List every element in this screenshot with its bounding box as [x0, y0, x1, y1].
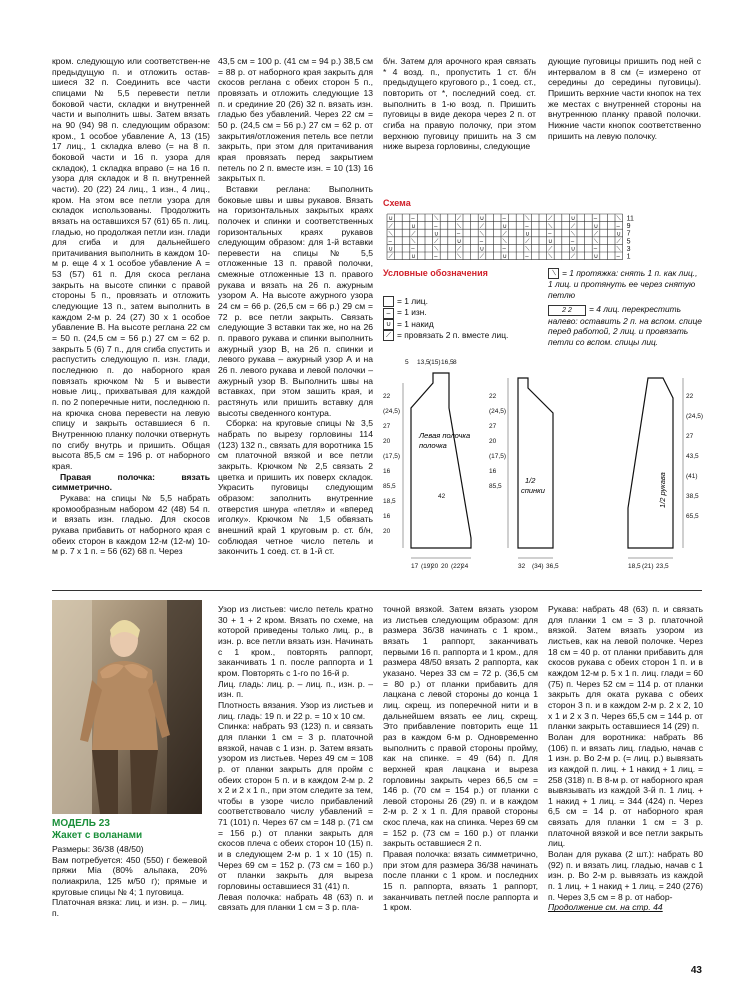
left-front-label-2: полочка — [419, 441, 447, 450]
sleeve-label: 1/2 рукава — [658, 472, 667, 508]
model-title: Жакет с воланами — [52, 830, 143, 841]
dim-label: (15) — [429, 359, 441, 366]
dim-label-right: (24,5) — [686, 413, 703, 420]
chart-symbol: ⟍ — [525, 246, 530, 253]
dim-label-mid-bottom: 32 — [518, 563, 526, 570]
chart-symbol: – — [570, 239, 575, 245]
leaf-pattern: Узор из листьев: число петель кратно 30 + 1 + 2 кром. Вязать по схеме, на которой приведены только лиц. р., в изн. р. все петли вязать изн. Начинать с 1 кром., повторять раппорт, заканчивать 1 п. после раппорта и 1 кром. Повторять с 1-го по 16-й р. — [218, 604, 373, 678]
chart-symbol: ⟋ — [388, 223, 393, 230]
chart-symbol: ⟋ — [570, 223, 576, 230]
chart-symbol: ⟍ — [616, 246, 621, 253]
chart-symbol: – — [434, 254, 438, 261]
left-front-piece — [411, 373, 471, 548]
paragraph-assembly: Сборка: на круговые спицы № 3,5 набрать по вырезу горловины 114 (123) 132 п., связать для воротника 15 см платочной вязкой и все петли закрыть. Крючком № 2,5 связать 2 цветка и пришить их поверх складок. Украсить пуговицы следующим образом: заполнить внутренние отверстия шнура «петля» и «вперед иголку». Крючком № 1,5 обвязать внешний край 1 круговым р. ст. б/н, соблюдая четное число петель и закончить 1 соед. ст. в 1-й ст. — [218, 418, 373, 557]
legend-list — [383, 296, 543, 341]
back-instructions: Спинка: набрать 93 (123) п. и связать для планки 1 см = 3 р. платочной вязкой, начав с 1 изн. р. Затем вязать узором из листьев. Через 49 см = 108 р. от планки закрыть для пройм с обеих сторон 5 п. и в каждом 2-м р. 2 х 2 и 2 х 1 п., при этом следите за тем, чтобы в узоре число прибавлений соответствовало числу убавлений = 71 (101) п. Через 67 см = 148 р. (71 см = 156 р.) от планки закрыть для скосов плеча с обеих сторон 10 (15) п. и в следующем 2-м р. 1 х 10 (15) п. Через 69 см = 152 р. (73 см = 160 р.) от планки закрыть для выреза горловины оставшиеся 31 (41) п. — [218, 721, 373, 892]
chart-symbol: – — [479, 239, 484, 245]
dim-label-left: 16 — [383, 513, 391, 520]
chart-symbol: ⟍ — [411, 239, 416, 245]
chart-symbol: ∪ — [525, 231, 530, 238]
dim-label-left: 27 — [383, 423, 391, 430]
chart-symbol: ⟍ — [616, 216, 621, 223]
chart-symbol: – — [456, 231, 461, 238]
sleeves-instructions: Рукава: набрать 48 (63) п. и связать для планки 1 см = 3 р. платочной вязкой. Затем вязать узором из листьев, как на левой полочке. Через 18 см = 40 р. от планки прибавить для скосов рукава с обеих сторон 1 п. и в каждом 12-м р. 5 х 1 п. лиц. глади = 60 (75) п. Через 52 см = 114 р. от планки закрыть для оката рукава с обеих сторон 3 п. и в каждом 2-м р. 2 х 2, 10 х 1 и 2 х 3 п. Через 65,5 см = 144 р. от планки закрыть оставшиеся 14 (29) п. — [548, 604, 703, 732]
chart-symbol: ⟍ — [548, 254, 553, 261]
legend-item-yarn-over: ∪ = 1 накид — [383, 319, 543, 330]
chart-symbol: – — [411, 246, 415, 253]
dim-label-mid: 27 — [489, 423, 497, 430]
chart-symbol: ⟍ — [502, 239, 507, 245]
chart-symbol: – — [593, 246, 598, 253]
text-column-3 — [383, 56, 536, 152]
dim-label-left: 20 — [383, 438, 391, 445]
legend-item-cable: 2 2 = 4 лиц. перекрестить налево: оставить 2 п. на вспом. спице перед работой, 2 лиц. и провязать петли со вспом. спицы лиц. — [548, 304, 702, 347]
chart-symbol: ⟋ — [616, 239, 621, 245]
legend-item-knit: = 1 лиц. — [383, 296, 543, 307]
chart-symbol: ⟍ — [456, 223, 462, 230]
chart-symbol: ∪ — [616, 231, 621, 238]
chart-symbol: ⟍ — [456, 254, 462, 261]
paragraph: дующие пуговицы пришить под ней с интервалом в 8 см (= измерено от середины до середины пуговицы). Пришить верхние части кнопок на тех же местах с внутренней стороны на внутреннюю планку правой полочки. Нижние части кнопок соответственно пришить на левую полочку. — [548, 56, 701, 141]
dim-label-mid-bottom: 36,5 — [546, 563, 559, 570]
chart-symbol: ⟍ — [570, 231, 576, 238]
page-number: 43 — [690, 965, 702, 976]
sizes: Размеры: 36/38 (48/50) — [52, 844, 144, 854]
chart-symbol: ∪ — [570, 246, 576, 253]
chart-symbol: ∪ — [548, 239, 553, 245]
dim-label-right: 65,5 — [686, 513, 699, 520]
paragraph-sleeves: Рукава: на спицы № 5,5 набрать кромообразным набором 42 (48) 54 п. и вязать изн. гладью. Для скосов рукава прибавить от наборного края с обеих сторон в каждом 12-м (12-м) 10-м р. 7 х 1 п. = 56 (62) 68 п. Через — [52, 492, 210, 557]
stockinette: Лиц. гладь: лиц. р. – лиц. п., изн. р. – изн. п. — [218, 678, 373, 700]
materials: Вам потребуется: 450 (550) г бежевой пряжи Mia (80% альпака, 20% полиакрила, 125 м/50 г); прямые и круговые спицы № 4; 1 пуговица. — [52, 854, 207, 897]
dim-label-right: 38,5 — [686, 493, 699, 500]
legend-list-right — [548, 268, 703, 347]
knit-symbol-icon — [383, 296, 394, 307]
back-label: 1/2 — [525, 476, 536, 485]
dim-label-bottom: 24 — [461, 563, 469, 570]
chart-symbol: ⟍ — [593, 239, 598, 245]
model-heading — [52, 818, 142, 842]
dim-label-mid: (24,5) — [489, 408, 506, 415]
chart-row-number: 1 — [626, 253, 631, 261]
dim-label-right: 22 — [686, 393, 694, 400]
continued-link[interactable]: Продолжение см. на стр. 44 — [548, 902, 663, 913]
ssk-symbol-icon: ⟍ — [548, 268, 559, 279]
dim-label-left: 20 — [383, 528, 391, 535]
chart-symbol: ⟍ — [479, 231, 484, 238]
chart-symbol: ∪ — [502, 223, 507, 230]
chart-symbol: ⟋ — [548, 246, 553, 253]
paragraph: точной вязкой. Затем вязать узором из листьев следующим образом: для размера 36/38 начинать с 1 кром., вязать 1 раппорт, заканчивать первыми 16 п. раппорта и 1 кром., для размера 48/50 вязать 2 раппорта, как указано. Через 33 см = 72 р. (36,5 см = 80 р.) от планки прибавить для лацкана с левой стороны до конца 1 лиц. скрещ. из поперечной нити и в дальнейшем вязать ее лиц. скрещ. Это прибавление повторить еще 11 раз в каждом 6-м р. Одновременно выполнить с правой стороны пройму, как на спинке. = 49 (64) п. Для верхней края лацкана и выреза горловины закрыть через 66,5 см = 146 р. (70 см = 154 р.) от планки с левой стороны 26 (29) п. и в каждом 2-м р. 2 х 1 п. Для правой стороны скос плеча, как на спинка. Через 69 см = 152 р. (73 см = 160 р.) от планки закрыть оставшиеся 2 п. — [383, 604, 538, 849]
dim-label-mid-bottom: (34) — [532, 563, 544, 570]
chart-symbol: ∪ — [411, 223, 416, 230]
dim-label-mid: 20 — [489, 438, 497, 445]
dim-label-bottom: (22) — [451, 563, 463, 570]
chart-symbol: – — [434, 223, 438, 230]
dim-label-right: (41) — [686, 473, 698, 480]
dim-label-bottom: 17 — [411, 563, 419, 570]
dim-label-right: 43,5 — [686, 453, 699, 460]
dim-label-width: 42 — [438, 493, 446, 500]
legend-item-ssk: ⟍ = 1 протяжка: снять 1 п. как лиц., 1 лиц. и протянуть ее через снятую петлю — [548, 268, 698, 300]
chart-row-number: 5 — [626, 238, 631, 246]
chart-symbol: – — [593, 216, 598, 223]
chart-symbol: – — [502, 216, 506, 223]
chart-symbol: ∪ — [388, 246, 393, 253]
garter-stitch: Платочная вязка: лиц. и изн. р. – лиц. п. — [52, 897, 207, 918]
chart-symbol: – — [616, 223, 620, 230]
text-column-1 — [52, 56, 210, 557]
dim-label-mid: 85,5 — [489, 483, 502, 490]
chart-symbol: ∪ — [502, 254, 507, 261]
dim-label-bottom: 20 — [441, 563, 449, 570]
dim-label-mid: 22 — [489, 393, 497, 400]
left-front-label: Левая полочка — [419, 431, 471, 440]
chart-row-number: 11 — [626, 215, 634, 223]
chart-symbol: ⟍ — [434, 216, 439, 223]
text-column-2 — [218, 56, 373, 557]
model-photo — [52, 600, 202, 814]
dim-label-bottom: (19) — [421, 563, 433, 570]
chart-symbol: ⟋ — [434, 239, 439, 245]
garment-schematic — [383, 358, 703, 583]
chart-symbol: ⟋ — [456, 216, 462, 223]
paragraph-raglan: Вставки реглана: Выполнить боковые швы и швы рукавов. Вязать на горизонтальных закрытых краях полочек и спинки и соответственных горизонтальных краях рукавов следующим образом: для 1-й вставки перевести на спицы № 5,5 отложенные 13 п. правой полочки, смежные отложенные 13 п. правого рукава и вязать на 26 п. ажурным узором А. На высоте ажурного узора 24 см = 66 р. (26,5 см = 66 р.) 29 см = 72 р. все петли закрыть. Связать следующие 3 вставки так же, но на 26 п. правого рукава и спинки выполнить ажурный узор В, на 26 п. спинки и левого рукава – ажурный узор А и на 26 п. левого рукава и левой полочки – ажурный узор В. Выполнить швы на вставках, при этом зашить края, и растянуть или пришить вставку для высоты сведенного контура. — [218, 183, 373, 418]
chart-symbol: ∪ — [456, 239, 462, 245]
collar-ruffle-instructions: Волан для воротника: набрать 86 (106) п. и вязать лиц. гладью, начав с 1 изн. р. Во 2-м р. (= лиц. р.) вывязать из каждой п. лиц. + 1 накид + 1 лиц. = 258 (318) п. В 8-м р. от наборного края вывязывать из каждой 3-й п. 1 лиц. + 1 накид + 1 лиц. = 344 (424) п. Через 6,5 см = 14 р. от наборного края связать для планки 1 см = 3 р. платочной вязкой и все петли закрыть лиц. — [548, 731, 703, 849]
chart-symbol: – — [502, 246, 506, 253]
chart-symbol: – — [525, 223, 529, 230]
back-piece — [518, 378, 553, 548]
chart-symbol: ∪ — [411, 254, 416, 261]
chart-symbol: ⟋ — [456, 246, 462, 253]
chart-symbol: ⟍ — [525, 216, 530, 223]
chart-symbol: ⟋ — [411, 231, 416, 238]
k2tog-symbol-icon: ⟋ — [383, 330, 394, 341]
dim-label: 8 — [453, 359, 457, 366]
chart-symbol: ⟍ — [388, 231, 393, 238]
chart-symbol: ⟋ — [593, 231, 598, 238]
dim-label-right-bottom: 23,5 — [656, 563, 669, 570]
chart-row-number: 3 — [626, 245, 631, 253]
chart-symbol: ⟋ — [479, 223, 484, 230]
right-front-instructions: Правая полочка: вязать симметрично, при этом для размера 36/38 начинать после планки с 1 кром. и последних 15 п. раппорта, вязать 1 раппорт, заканчивать петлей после раппорта и 1 кром. — [383, 849, 538, 913]
chart-symbol: ⟋ — [525, 239, 530, 245]
paragraph: б/н. Затем для арочного края связать * 4 возд. п., пропустить 1 ст. б/н предыдущего кругового р., 1 соед. ст., повторить от *, последний соед. ст. выполнить в 1-ю возд. п. Пришить пуговицы в виде декора через 2 п. от сгиба на правую полочку, при этом верхнюю пуговицу пришить на 3 см ниже выреза горловины, следующие — [383, 56, 536, 152]
dim-label: 13,5 — [417, 359, 430, 366]
text-column-5 — [52, 844, 207, 919]
text-column-6 — [218, 604, 373, 913]
schema-title: Схема — [383, 198, 411, 208]
gauge: Плотность вязания. Узор из листьев и лиц. гладь: 19 п. и 22 р. = 10 х 10 см. — [218, 699, 373, 721]
sleeve-piece — [628, 378, 673, 548]
chart-symbol: ∪ — [570, 216, 576, 223]
dim-label-left: (17,5) — [383, 453, 400, 460]
dim-label-right-bottom: (21) — [642, 563, 654, 570]
paragraph: кром. следующую или соответствен-не предыдущую п. и отложить остав-шиеся 32 п. Соединить все части спицами № 5,5 перевести петли боковой части, складки и внутренней части и выполнить швы. Затем вязать на 90 (94) 98 п. следующим образом: кром., 1 особое убавление А, 13 (15) 17 лиц., 1 складка влево (= на 8 п. боковой части и 16 п. узора для складок), 1 складка вправо (= на 16 п. узора для складок и 8 п. внутренней части). 20 (22) 24 лиц., 1 изн., 4 лиц., кром. На этом все петли узора для складок использованы. Продолжить вязать на оставшихся 57 (61) 65 п. лиц. гладью, но продолжая петли изн. глади для сгиба и для дальнейшего притачивания выполнить в каждом 10-м р. еще 4 х 1 особое убавление А = 53 (57) 61 п. Для скоса реглана закрыть на высоте спинки с правой стороны 5 п., провязать и отложить следующие 13 п., затем выполнить в каждом 2-м р. 24 (27) 30 х 1 особое убавление В. На высоте реглана 22 см = 50 п. (24,5 см = 56 р.) 27 см = 62 р. закрыть 5 (6) 7 п., для сгиба спустить и распустить следующую п. изн. глади, последнюю п. до наборного края повязать крючком № 5 и вывести новые лиц., прихватывая для каждой п. по 2 поперечные нити, последнюю п. на крючка снова перевести на левую спицу и закрыть оставшиеся 6 п. Внутреннюю планку полочки отвернуть по сгибу внутрь и пришить. Общая высота 85,5 см = 196 р. от наборного края. — [52, 56, 210, 471]
chart-symbol: ⟋ — [548, 216, 553, 223]
dim-label-left: 85,5 — [383, 483, 396, 490]
chart-symbol: ∪ — [479, 246, 485, 253]
chart-symbol: ⟋ — [388, 254, 393, 261]
text-column-8 — [548, 604, 703, 913]
knitting-chart — [383, 212, 703, 262]
text-column-7 — [383, 604, 538, 913]
dim-label: 16,5 — [441, 359, 454, 366]
cable-symbol-icon: 2 2 — [548, 305, 586, 316]
dim-label-mid: 16 — [489, 468, 497, 475]
legend-item-k2tog: ⟋ = провязать 2 п. вместе лиц. — [383, 330, 543, 341]
legend-item-purl: – = 1 изн. — [383, 307, 543, 318]
dim-label-left: (24,5) — [383, 408, 400, 415]
chart-symbol: ∪ — [593, 254, 599, 261]
chart-symbol: ∪ — [593, 223, 599, 230]
left-front-instructions: Левая полочка: набрать 48 (63) п. и связать для планки 1 см = 3 р. пла- — [218, 891, 373, 913]
chart-symbol: ⟍ — [548, 223, 553, 230]
dim-label-mid: (17,5) — [489, 453, 506, 460]
chart-symbol: ∪ — [434, 231, 439, 238]
chart-symbol: ⟋ — [479, 254, 484, 261]
chart-symbol: ⟋ — [502, 231, 507, 238]
chart-row-number: 7 — [626, 230, 631, 238]
chart-symbol: – — [616, 254, 620, 261]
dim-label-right-bottom: 18,5 — [628, 563, 641, 570]
dim-label-left: 16 — [383, 468, 391, 475]
chart-symbol: – — [525, 254, 529, 261]
dim-label-bottom: 20 — [431, 563, 439, 570]
chart-symbol: ∪ — [479, 216, 485, 223]
chart-symbol: – — [411, 216, 415, 223]
back-label-2: спинки — [521, 486, 545, 495]
yarn-over-symbol-icon: ∪ — [383, 319, 394, 330]
legend-title: Условные обозначения — [383, 268, 488, 278]
sleeve-ruffle-instructions: Волан для рукава (2 шт.): набрать 80 (92) п. и вязать лиц. гладью, начав с 1 изн. р. Во 2-м р. вывязать из каждой п. 1 лиц. + 1 накид + 1 лиц. = 240 (276) п. Через 3,5 см = 8 р. от набор- — [548, 849, 703, 902]
chart-symbol: – — [388, 239, 392, 245]
chart-symbol: ⟍ — [434, 246, 439, 253]
chart-symbol: – — [548, 231, 552, 238]
section-divider — [52, 590, 702, 591]
paragraph: 43,5 см = 100 р. (41 см = 94 р.) 38,5 см = 88 р. от наборного края закрыть для скосов реглана с обеих сторон 5 п., провязать и отложить следующие 13 п. и срединие 20 (26) 32 п. вязать изн. гладью без убавлений. Через 22 см = 50 р. (24,5 см = 56 р.) 27 см = 62 р. от закрытия/отложения петель все петли закрыть, при этом для притачивания края провязать перед закрытием петель по 2 п. вместе изн. = 10 (13) 16 закрытых п. — [218, 56, 373, 184]
chart-symbol: ⟋ — [570, 254, 576, 261]
chart-row-number: 9 — [626, 223, 631, 231]
purl-symbol-icon: – — [383, 308, 394, 319]
dim-label-left: 22 — [383, 393, 391, 400]
dim-label-right: 27 — [686, 433, 694, 440]
text-column-4 — [548, 56, 701, 141]
chart-symbol: ∪ — [388, 216, 393, 223]
model-number: МОДЕЛЬ 23 — [52, 818, 110, 829]
dim-label: 5 — [405, 359, 409, 366]
paragraph-right-front: Правая полочка: вязать симметрично. — [52, 471, 210, 493]
dim-label-left: 18,5 — [383, 498, 396, 505]
